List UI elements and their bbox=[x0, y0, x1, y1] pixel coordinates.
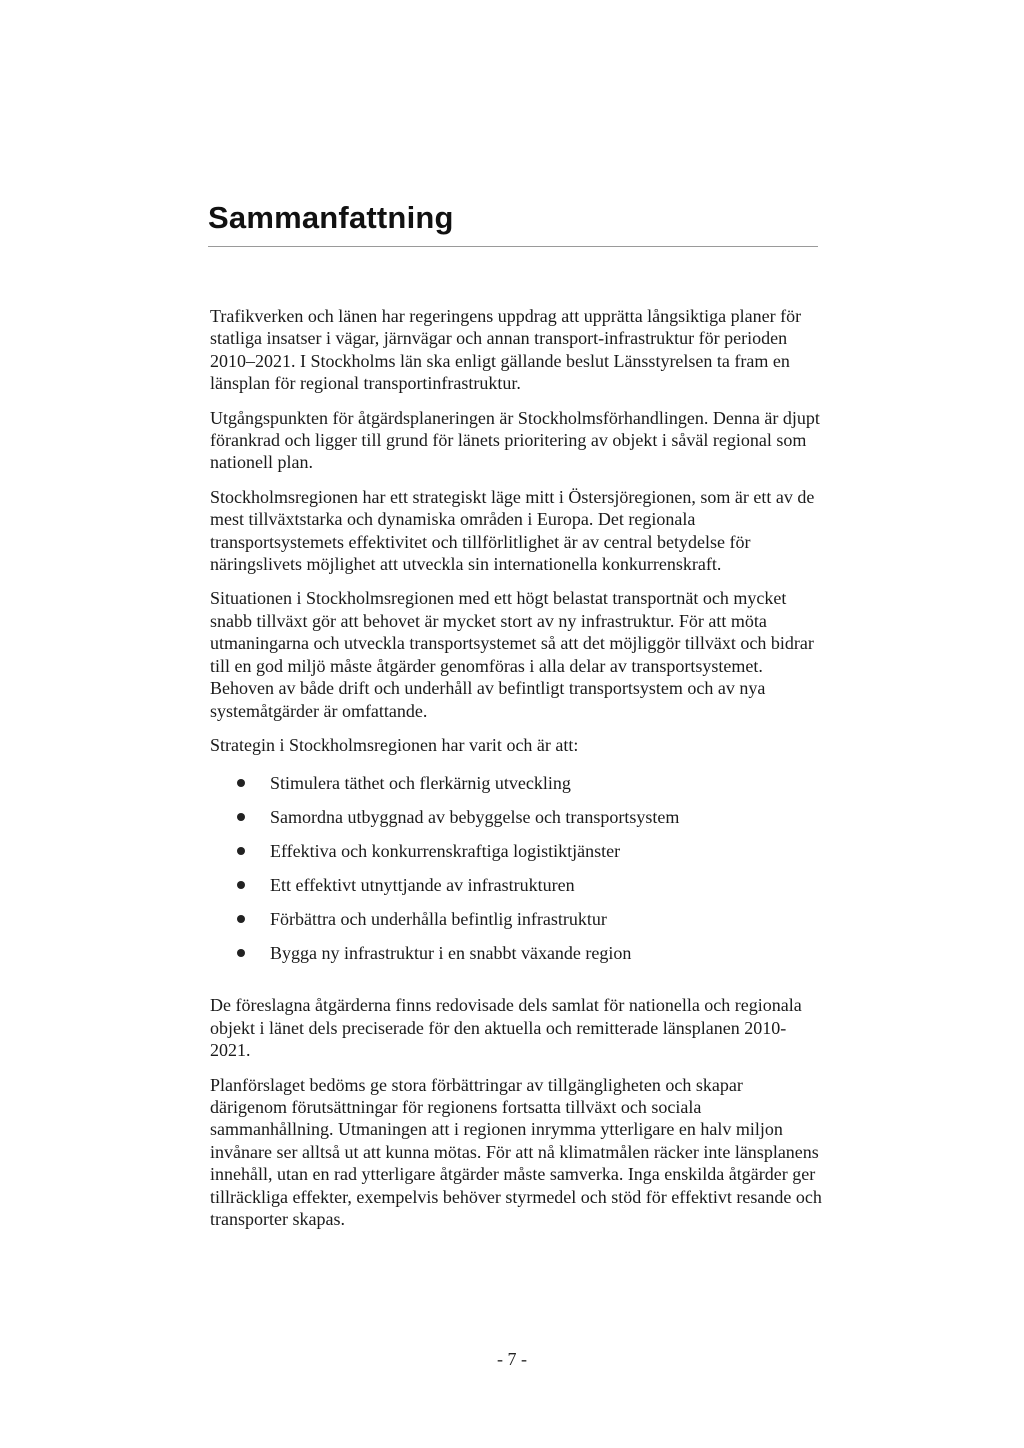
list-item bbox=[210, 908, 822, 942]
paragraph-intro: Trafikverken och länen har regeringens uppdrag att upprätta långsiktiga planer för statliga insatser i vägar, järnvägar och annan transport-infrastruktur för perioden 2010–2021. I Stockholms län ska enligt gällande beslut Länsstyrelsen ta fram en länsplan för regional transportinfrastruktur. bbox=[210, 306, 802, 394]
paragraph-region-position: Stockholmsregionen har ett strategiskt läge mitt i Östersjöregionen, som är ett av de mest tillväxtstarka och dynamiska områden i Europa. Det regionala transportsystemets effektivitet och tillförlitlighet är av central betydelse för näringslivets möjlighet att utveckla sin internationella konkurrenskraft. bbox=[210, 486, 815, 575]
body-content bbox=[210, 305, 822, 1242]
paragraph-situation: Situationen i Stockholmsregionen med ett högt belastat transportnät och mycket snabb tillväxt gör att behovet är mycket stort av ny infrastruktur. För att möta utmaningarna och utveckla transportsystemet så att det möjliggör tillväxt och bidrar till en god miljö måste åtgärder genomföras i alla delar av transportsystemet. Behoven av både drift och underhåll av befintligt transportsystem och av nya systemåtgärder är omfattande. bbox=[210, 588, 814, 721]
strategy-list bbox=[210, 772, 822, 976]
bullet-icon bbox=[237, 949, 245, 957]
bullet-icon bbox=[237, 915, 245, 923]
heading-rule bbox=[208, 246, 818, 247]
page-number: - 7 - bbox=[497, 1349, 527, 1369]
bullet-icon bbox=[237, 779, 245, 787]
bullet-icon bbox=[237, 847, 245, 855]
list-item-text: Stimulera täthet och flerkärnig utveckling bbox=[270, 773, 571, 794]
list-item-text: Förbättra och underhålla befintlig infrastruktur bbox=[270, 909, 607, 930]
paragraph-starting-point: Utgångspunkten för åtgärdsplaneringen är Stockholmsförhandlingen. Denna är djupt förankrad och ligger till grund för länets prioritering av objekt i såväl regional som nationell plan. bbox=[210, 407, 820, 473]
list-item bbox=[210, 840, 822, 874]
paragraph-measures: De föreslagna åtgärderna finns redovisade dels samlat för nationella och regionala objekt i länet dels preciserade för den aktuella och remitterade länsplanen 2010-2021. bbox=[210, 995, 802, 1061]
paragraph-plan-assessment: Planförslaget bedöms ge stora förbättringar av tillgängligheten och skapar därigenom förutsättningar för regionens fortsatta tillväxt och sociala sammanhållning. Utmaningen att i regionen inrymma ytterligare en halv miljon invånare ser alltså ut att kunna mötas. För att nå klimatmålen räcker inte länsplanens innehåll, utan en rad ytterligare åtgärder måste samverka. Inga enskilda åtgärder ger tillräckliga effekter, exempelvis behöver styrmedel och stöd för effektivt resande och transporter skapas. bbox=[210, 1074, 822, 1229]
list-item-text: Bygga ny infrastruktur i en snabbt växande region bbox=[270, 943, 632, 964]
list-item-text: Ett effektivt utnyttjande av infrastrukturen bbox=[270, 875, 575, 896]
list-item-text: Samordna utbyggnad av bebyggelse och transportsystem bbox=[270, 807, 680, 828]
list-item bbox=[210, 772, 822, 806]
list-item bbox=[210, 942, 822, 976]
bullet-icon bbox=[237, 881, 245, 889]
page-heading: Sammanfattning bbox=[208, 200, 454, 235]
bullet-icon bbox=[237, 813, 245, 821]
list-item-text: Effektiva och konkurrenskraftiga logistiktjänster bbox=[270, 841, 621, 862]
list-item bbox=[210, 806, 822, 840]
paragraph-strategy-intro: Strategin i Stockholmsregionen har varit och är att: bbox=[210, 734, 579, 755]
list-item bbox=[210, 874, 822, 908]
